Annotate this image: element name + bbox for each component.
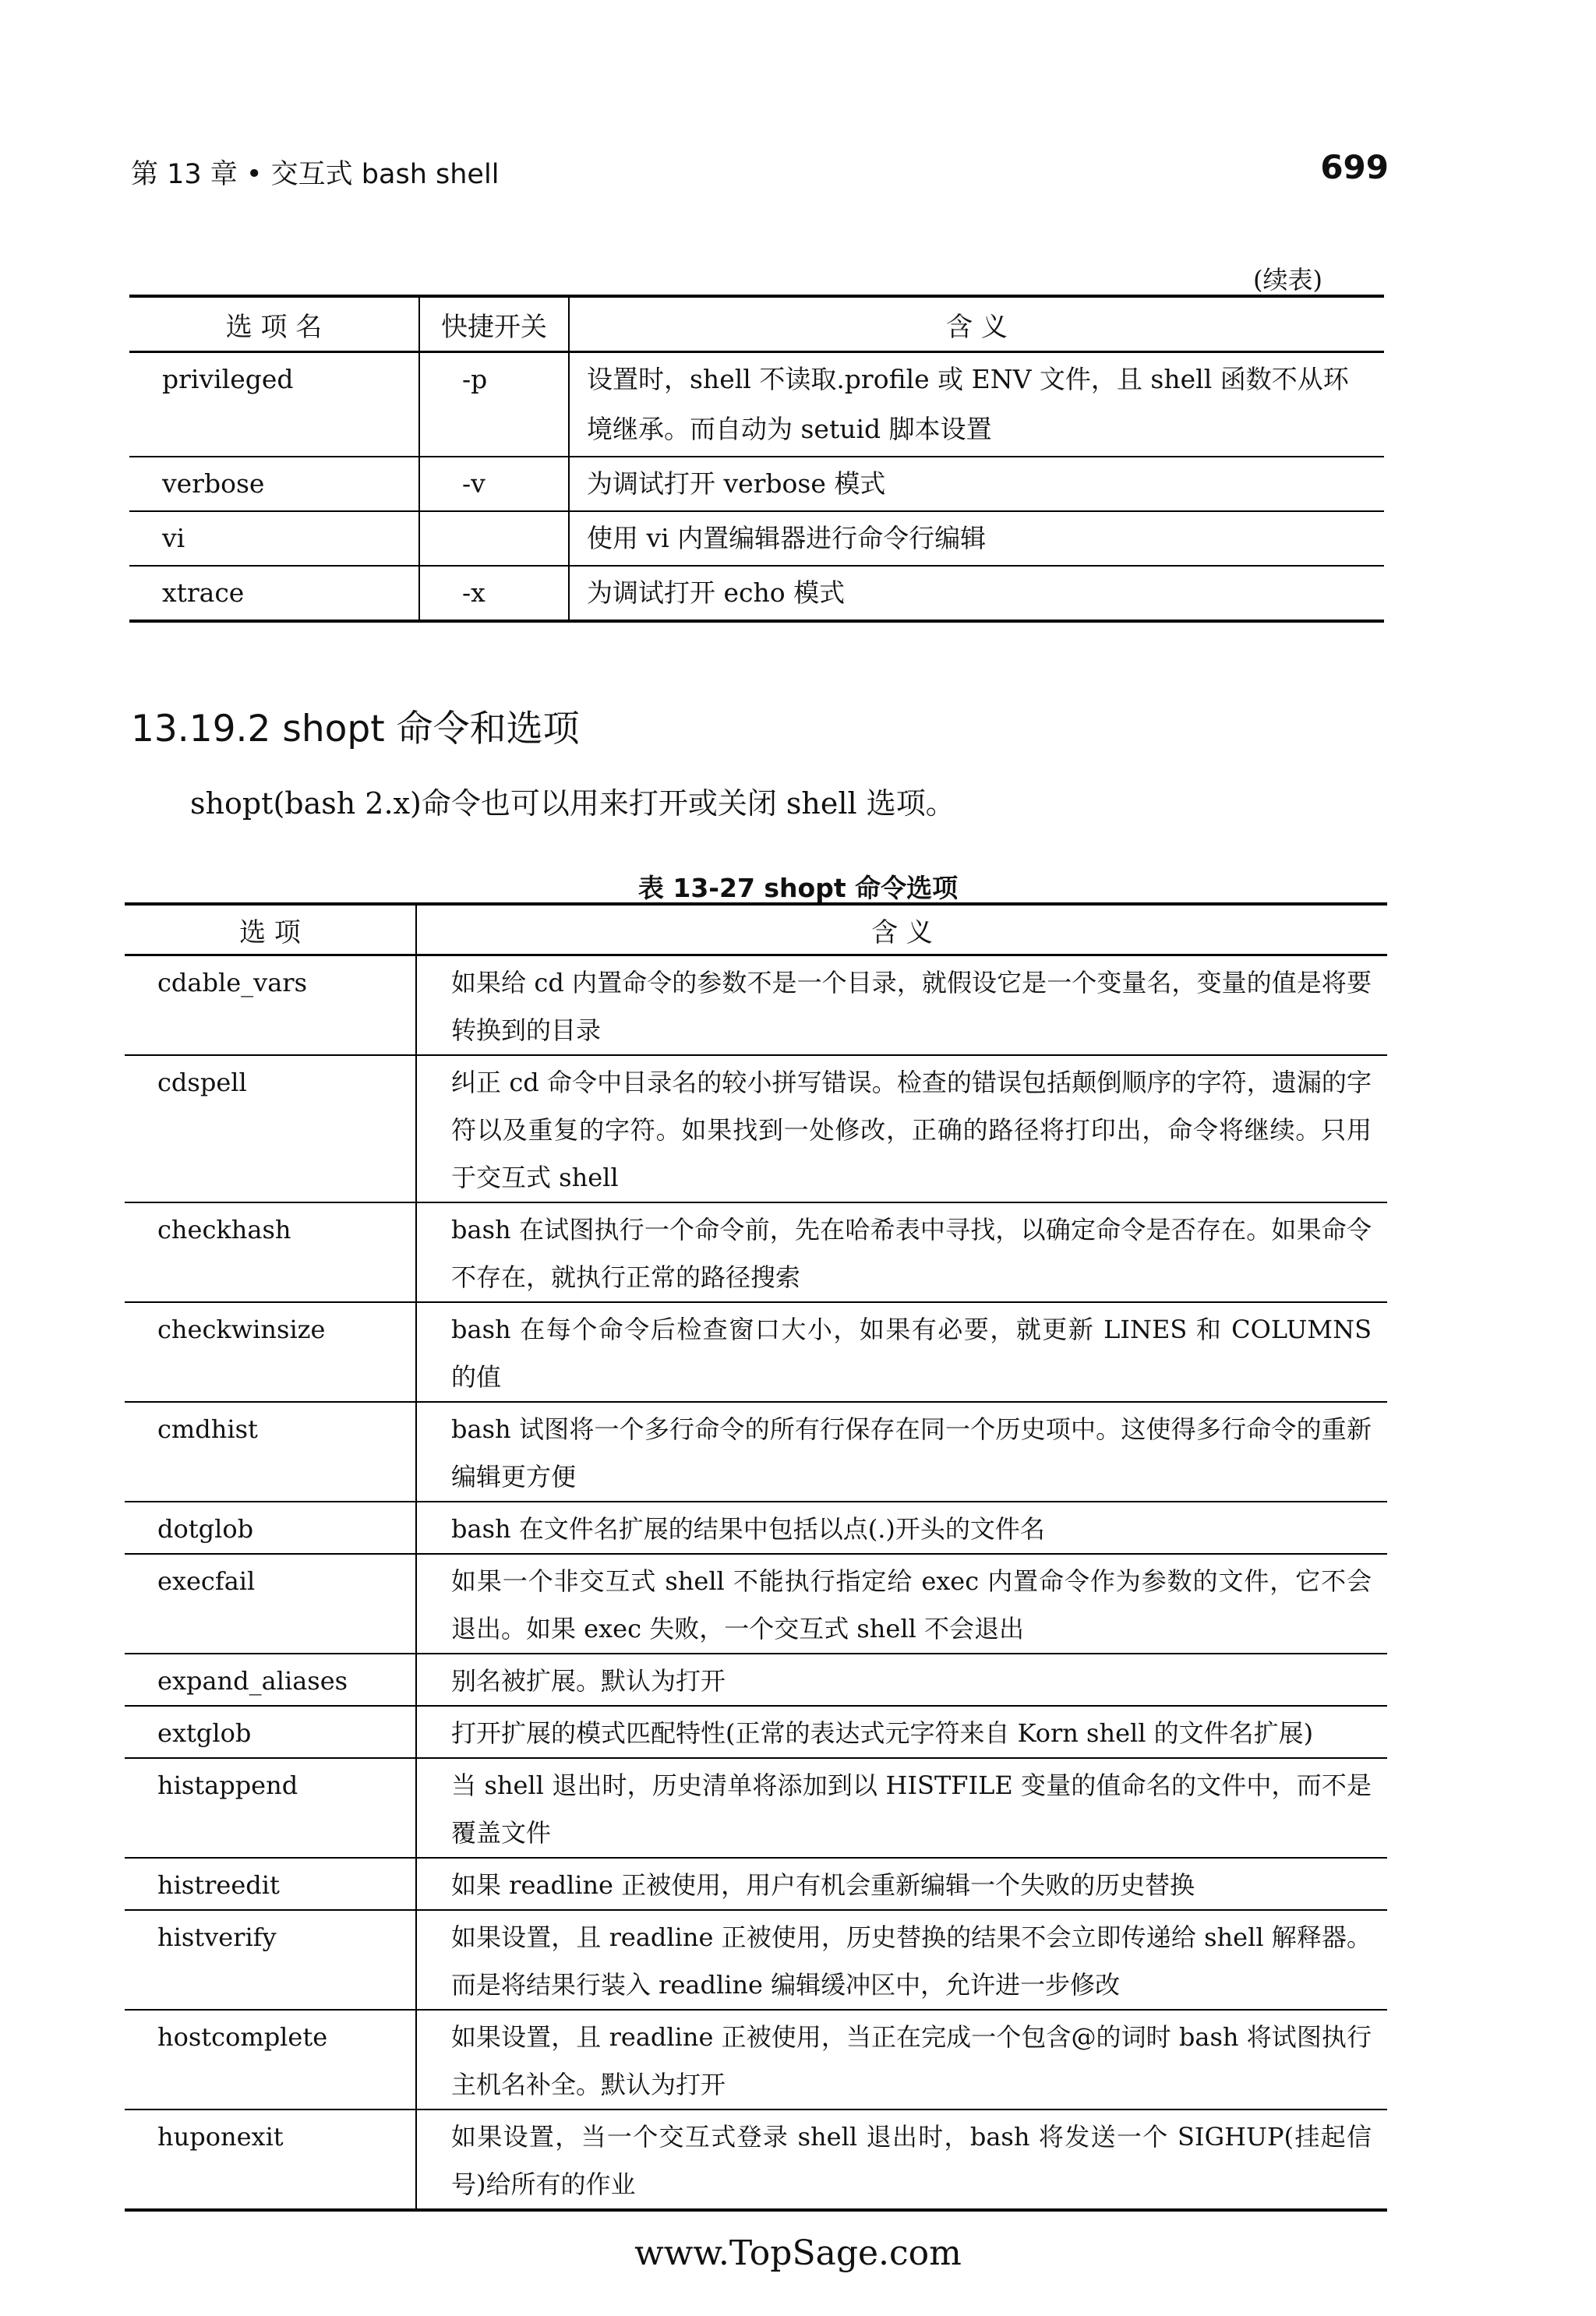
option-name: hostcomplete — [125, 2010, 416, 2109]
option-meaning: bash 在每个命令后检查窗口大小，如果有必要，就更新 LINES 和 COLUMNS 的值 — [416, 1302, 1387, 1402]
section-title: 13.19.2 shopt 命令和选项 — [131, 708, 580, 750]
option-flag: -p — [419, 352, 569, 457]
table-row — [129, 511, 1384, 566]
option-name: dotglob — [125, 1502, 416, 1554]
option-name: extglob — [125, 1706, 416, 1758]
table-row — [125, 2109, 1387, 2210]
option-name: expand_aliases — [125, 1654, 416, 1706]
option-meaning: 如果设置，当一个交互式登录 shell 退出时，bash 将发送一个 SIGHUP(挂起信号)给所有的作业 — [416, 2109, 1387, 2210]
option-flag: -x — [419, 566, 569, 621]
option-meaning: 如果给 cd 内置命令的参数不是一个目录，就假设它是一个变量名，变量的值是将要转换到的目录 — [416, 955, 1387, 1056]
option-meaning: 纠正 cd 命令中目录名的较小拼写错误。检查的错误包括颠倒顺序的字符，遗漏的字符以及重复的字符。如果找到一处修改，正确的路径将打印出，命令将继续。只用于交互式 shell — [416, 1055, 1387, 1202]
table-row — [125, 1654, 1387, 1706]
column-header-shortcut: 快捷开关 — [419, 296, 569, 352]
option-name: cmdhist — [125, 1402, 416, 1502]
section-paragraph: shopt(bash 2.x)命令也可以用来打开或关闭 shell 选项。 — [190, 786, 955, 821]
option-name: checkwinsize — [125, 1302, 416, 1402]
option-meaning: 为调试打开 echo 模式 — [569, 566, 1384, 621]
option-name: histappend — [125, 1758, 416, 1858]
option-meaning: 为调试打开 verbose 模式 — [569, 457, 1384, 511]
column-header-option-name: 选 项 名 — [129, 296, 419, 352]
option-meaning: 如果设置，且 readline 正被使用，当正在完成一个包含@的词时 bash 将试图执行主机名补全。默认为打开 — [416, 2010, 1387, 2109]
option-name: cdspell — [125, 1055, 416, 1202]
table-row — [125, 1402, 1387, 1502]
table-row — [125, 1502, 1387, 1554]
option-name: xtrace — [162, 577, 245, 608]
table-row — [125, 1554, 1387, 1654]
table-header-row — [129, 296, 1384, 352]
option-meaning: 当 shell 退出时，历史清单将添加到以 HISTFILE 变量的值命名的文件中，而不是覆盖文件 — [416, 1758, 1387, 1858]
options-table-continued — [129, 295, 1384, 623]
table-row — [125, 1706, 1387, 1758]
table-row — [125, 1910, 1387, 2010]
table-caption: 表 13-27 shopt 命令选项 — [637, 873, 959, 903]
option-meaning: 如果一个非交互式 shell 不能执行指定给 exec 内置命令作为参数的文件，它不会退出。如果 exec 失败，一个交互式 shell 不会退出 — [416, 1554, 1387, 1654]
table-row — [129, 566, 1384, 621]
table-row — [125, 955, 1387, 1056]
option-name: execfail — [125, 1554, 416, 1654]
option-meaning: bash 在试图执行一个命令前，先在哈希表中寻找，以确定命令是否存在。如果命令不存在，就执行正常的路径搜索 — [416, 1202, 1387, 1302]
page-number: 699 — [1320, 148, 1389, 186]
table-row — [125, 1858, 1387, 1910]
table-row — [125, 1758, 1387, 1858]
option-meaning: 使用 vi 内置编辑器进行命令行编辑 — [569, 511, 1384, 566]
table-row — [125, 1055, 1387, 1202]
option-name: vi — [129, 511, 419, 566]
option-meaning: 设置时，shell 不读取.profile 或 ENV 文件，且 shell 函数不从环境继承。而自动为 setuid 脚本设置 — [569, 352, 1384, 457]
option-meaning: 如果 readline 正被使用，用户有机会重新编辑一个失败的历史替换 — [416, 1858, 1387, 1910]
option-meaning: bash 试图将一个多行命令的所有行保存在同一个历史项中。这使得多行命令的重新编辑更方便 — [416, 1402, 1387, 1502]
option-name: huponexit — [157, 2122, 284, 2152]
option-name: histverify — [125, 1910, 416, 2010]
chapter-title: 第 13 章 • 交互式 bash shell — [131, 159, 500, 190]
page-header — [131, 148, 1389, 196]
option-name: cdable_vars — [125, 955, 416, 1056]
table-row — [125, 1302, 1387, 1402]
option-meaning: 别名被扩展。默认为打开 — [416, 1654, 1387, 1706]
shopt-options-table — [125, 902, 1387, 2212]
table-row — [125, 2010, 1387, 2109]
option-flag: -v — [419, 457, 569, 511]
option-name: privileged — [129, 352, 419, 457]
option-name: checkhash — [125, 1202, 416, 1302]
option-name: verbose — [129, 457, 419, 511]
table-row — [129, 352, 1384, 457]
continued-label: (续表) — [1253, 265, 1322, 295]
column-header-option: 选 项 — [125, 904, 416, 955]
option-flag — [419, 511, 569, 566]
option-name: histreedit — [125, 1858, 416, 1910]
table-row — [129, 457, 1384, 511]
option-meaning: 打开扩展的模式匹配特性(正常的表达式元字符来自 Korn shell 的文件名扩展) — [416, 1706, 1387, 1758]
footer-watermark: www.TopSage.com — [634, 2233, 962, 2273]
option-meaning: 如果设置，且 readline 正被使用，历史替换的结果不会立即传递给 shell 解释器。而是将结果行装入 readline 编辑缓冲区中，允许进一步修改 — [416, 1910, 1387, 2010]
table-header-row — [125, 904, 1387, 955]
table-row — [125, 1202, 1387, 1302]
column-header-meaning: 含 义 — [416, 904, 1387, 955]
column-header-meaning: 含 义 — [569, 296, 1384, 352]
option-meaning: bash 在文件名扩展的结果中包括以点(.)开头的文件名 — [416, 1502, 1387, 1554]
